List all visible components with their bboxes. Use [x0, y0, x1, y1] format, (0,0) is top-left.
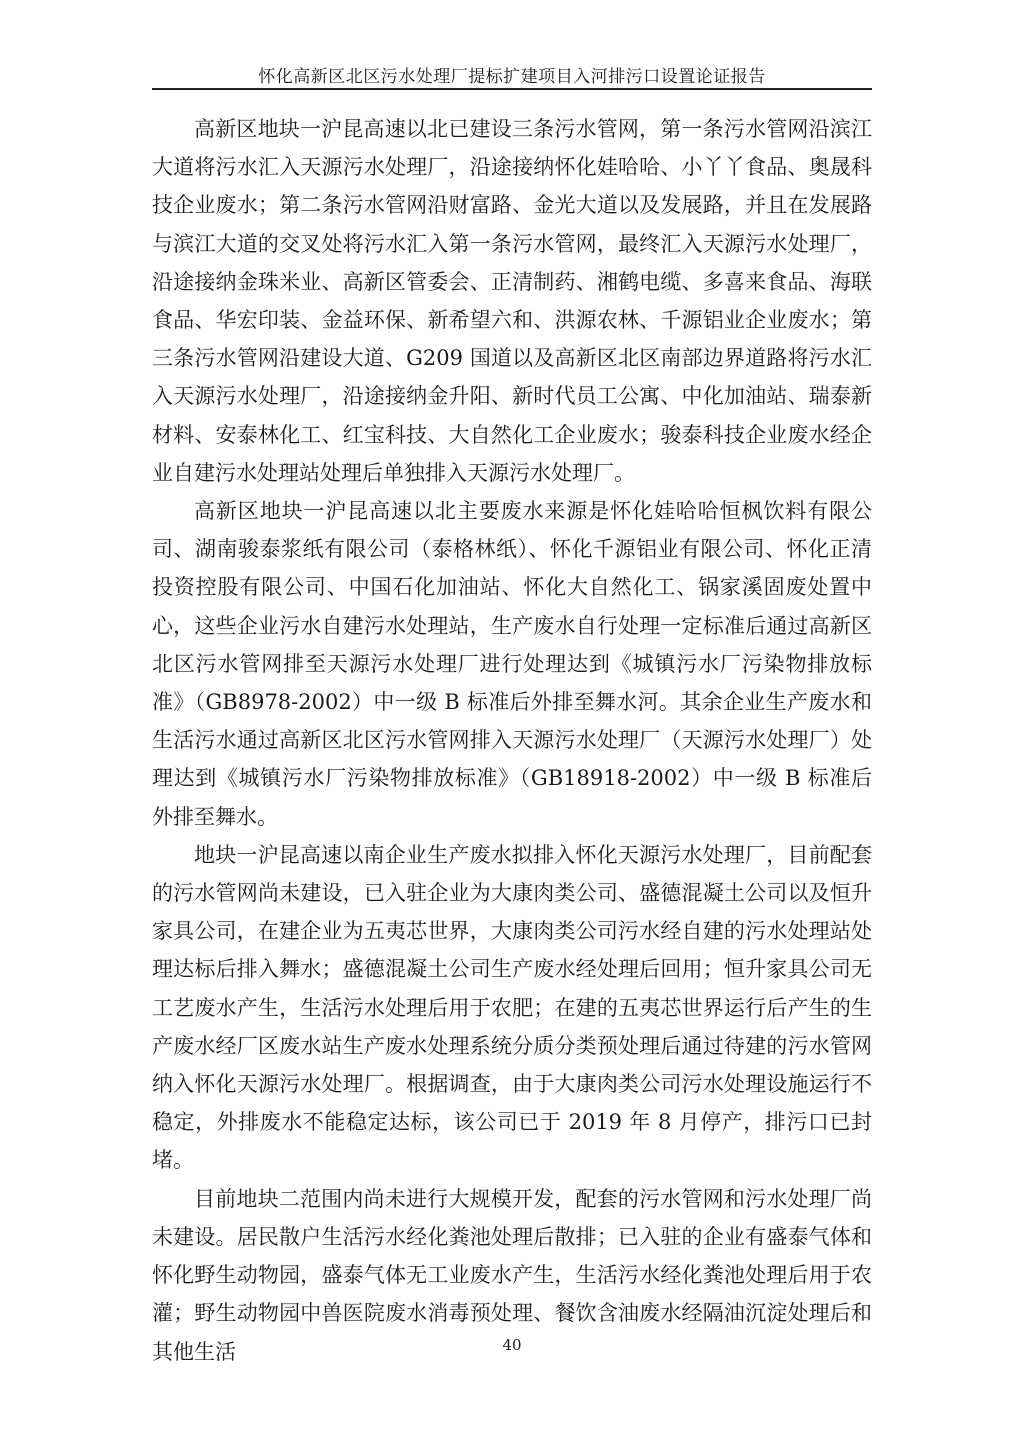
page-number: 40 — [502, 1336, 522, 1354]
paragraph-2: 高新区地块一沪昆高速以北主要废水来源是怀化娃哈哈恒枫饮料有限公司、湖南骏泰浆纸有限公司（泰格林纸）、怀化千源铝业有限公司、怀化正清投资控股有限公司、中国石化加油站、怀化大自然化工、锅家溪固废处置中心，这些企业污水自建污水处理站，生产废水自行处理一定标准后通过高新区北区污水管网排至天源污水处理厂进行处理达到《城镇污水厂污染物排放标准》（GB8978-2002）中一级 B 标准后外排至舞水河。其余企业生产废水和生活污水通过高新区北区污水管网排入天源污水处理厂（天源污水处理厂）处理达到《城镇污水厂污染物排放标准》（GB18918-2002）中一级 B 标准后外排至舞水。 — [152, 499, 872, 829]
document-body — [152, 110, 872, 1371]
header-divider — [152, 88, 872, 90]
paragraph-4: 目前地块二范围内尚未进行大规模开发，配套的污水管网和污水处理厂尚未建设。居民散户生活污水经化粪池处理后散排；已入驻的企业有盛泰气体和怀化野生动物园，盛泰气体无工业废水产生，生活污水经化粪池处理后用于农灌；野生动物园中兽医院废水消毒预处理、餐饮含油废水经隔油沉淀处理后和其他生活 — [152, 1186, 872, 1364]
page-header-title: 怀化高新区北区污水处理厂提标扩建项目入河排污口设置论证报告 — [258, 67, 766, 87]
paragraph-1: 高新区地块一沪昆高速以北已建设三条污水管网，第一条污水管网沿滨江大道将污水汇入天源污水处理厂，沿途接纳怀化娃哈哈、小丫丫食品、奥晟科技企业废水；第二条污水管网沿财富路、金光大道以及发展路，并且在发展路与滨江大道的交叉处将污水汇入第一条污水管网，最终汇入天源污水处理厂，沿途接纳金珠米业、高新区管委会、正清制药、湘鹤电缆、多喜来食品、海联食品、华宏印装、金益环保、新希望六和、洪源农林、千源铝业企业废水；第三条污水管网沿建设大道、G209 国道以及高新区北区南部边界道路将污水汇入天源污水处理厂，沿途接纳金升阳、新时代员工公寓、中化加油站、瑞泰新材料、安泰林化工、红宝科技、大自然化工企业废水；骏泰科技企业废水经企业自建污水处理站处理后单独排入天源污水处理厂。 — [152, 117, 872, 485]
paragraph-3: 地块一沪昆高速以南企业生产废水拟排入怀化天源污水处理厂，目前配套的污水管网尚未建设，已入驻企业为大康肉类公司、盛德混凝土公司以及恒升家具公司，在建企业为五夷芯世界，大康肉类公司污水经自建的污水处理站处理达标后排入舞水；盛德混凝土公司生产废水经处理后回用；恒升家具公司无工艺废水产生，生活污水处理后用于农肥；在建的五夷芯世界运行后产生的生产废水经厂区废水站生产废水处理系统分质分类预处理后通过待建的污水管网纳入怀化天源污水处理厂。根据调查，由于大康肉类公司污水处理设施运行不稳定，外排废水不能稳定达标，该公司已于 2019 年 8 月停产，排污口已封堵。 — [152, 842, 872, 1173]
